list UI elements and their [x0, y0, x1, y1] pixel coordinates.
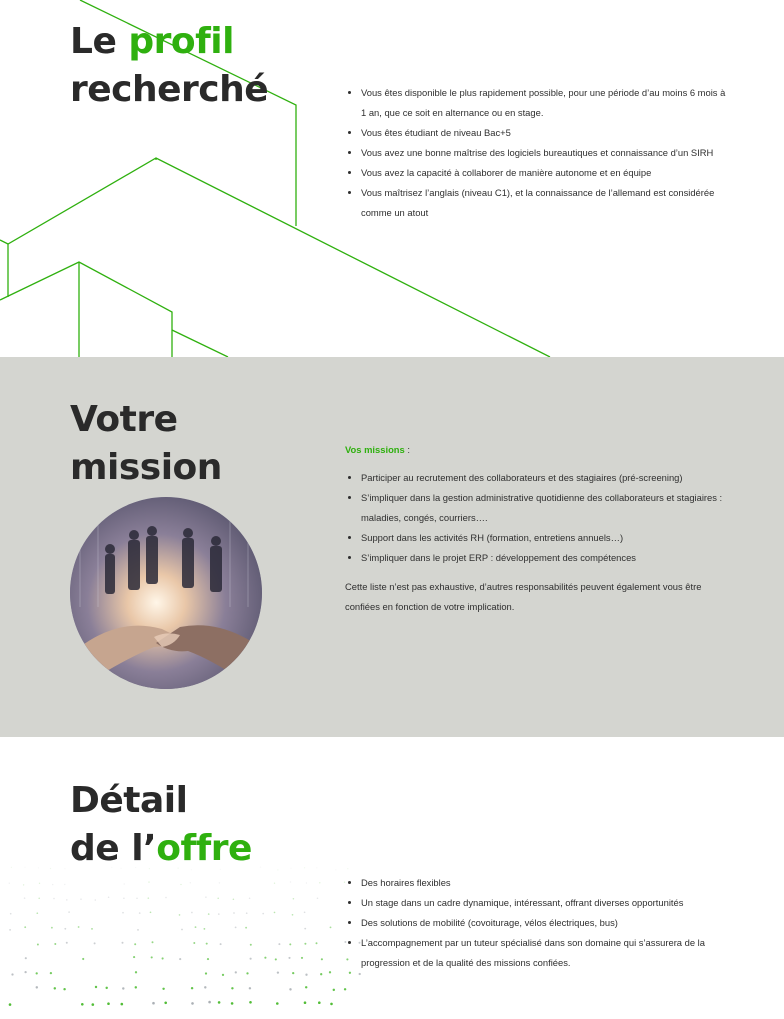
mission-list: [345, 468, 731, 568]
mission-section: [0, 357, 784, 737]
list-item: • Vous avez la capacité à collaborer de manière autonome et en équipe: [361, 163, 731, 183]
title-text-line2: mission: [70, 447, 222, 488]
title-text-line2: recherché: [70, 69, 269, 110]
list-item: • S’impliquer dans le projet ERP : développement des compétences: [361, 548, 731, 568]
list-item: • Un stage dans un cadre dynamique, intéressant, offrant diverses opportunités: [361, 893, 731, 913]
offre-title: [70, 777, 252, 873]
offre-section: [0, 737, 784, 1019]
title-accent-text: profil: [128, 21, 234, 62]
list-item: • Participer au recrutement des collaborateurs et des stagiaires (pré-screening): [361, 468, 731, 488]
profil-list: [345, 83, 731, 223]
title-text: Le: [70, 21, 129, 62]
list-item: • Des horaires flexibles: [361, 873, 731, 893]
mission-closing-text: Cette liste n’est pas exhaustive, d’autres responsabilités peuvent également vous être confiées en fonction de votre implication.: [345, 581, 702, 612]
missions-label-suffix: :: [404, 444, 410, 455]
list-item: • Des solutions de mobilité (covoiturage, vélos électriques, bus): [361, 913, 731, 933]
list-item: • Vous avez une bonne maîtrise des logiciels bureautiques et connaissance d’un SIRH: [361, 143, 731, 163]
mission-title: [70, 396, 222, 492]
title-accent-text: offre: [156, 828, 252, 869]
offre-list: [345, 873, 731, 973]
list-item: • Vous êtes disponible le plus rapidement possible, pour une période d’au moins 6 mois à 1 an, que ce soit en alternance ou en stage.: [361, 83, 731, 123]
title-text: Votre: [70, 399, 178, 440]
title-text-line2: de l’: [70, 828, 157, 869]
profil-title: [70, 18, 268, 114]
list-item: • L’accompagnement par un tuteur spécialisé dans son domaine qui s’assurera de la progression et de la qualité des missions confiées.: [361, 933, 731, 973]
list-item: • Support dans les activités RH (formation, entretiens annuels…): [361, 528, 731, 548]
title-text: Détail: [70, 780, 188, 821]
list-item: • Vous maîtrisez l’anglais (niveau C1), et la connaissance de l’allemand est considérée comme un atout: [361, 183, 731, 223]
list-item: • Vous êtes étudiant de niveau Bac+5: [361, 123, 731, 143]
profil-section: [0, 0, 784, 357]
missions-label-line: [345, 444, 410, 455]
handshake-photo: [70, 497, 262, 689]
missions-label: Vos missions: [345, 444, 405, 455]
list-item: • S’impliquer dans la gestion administrative quotidienne des collaborateurs et stagiaires : maladies, congés, courriers….: [361, 488, 731, 528]
